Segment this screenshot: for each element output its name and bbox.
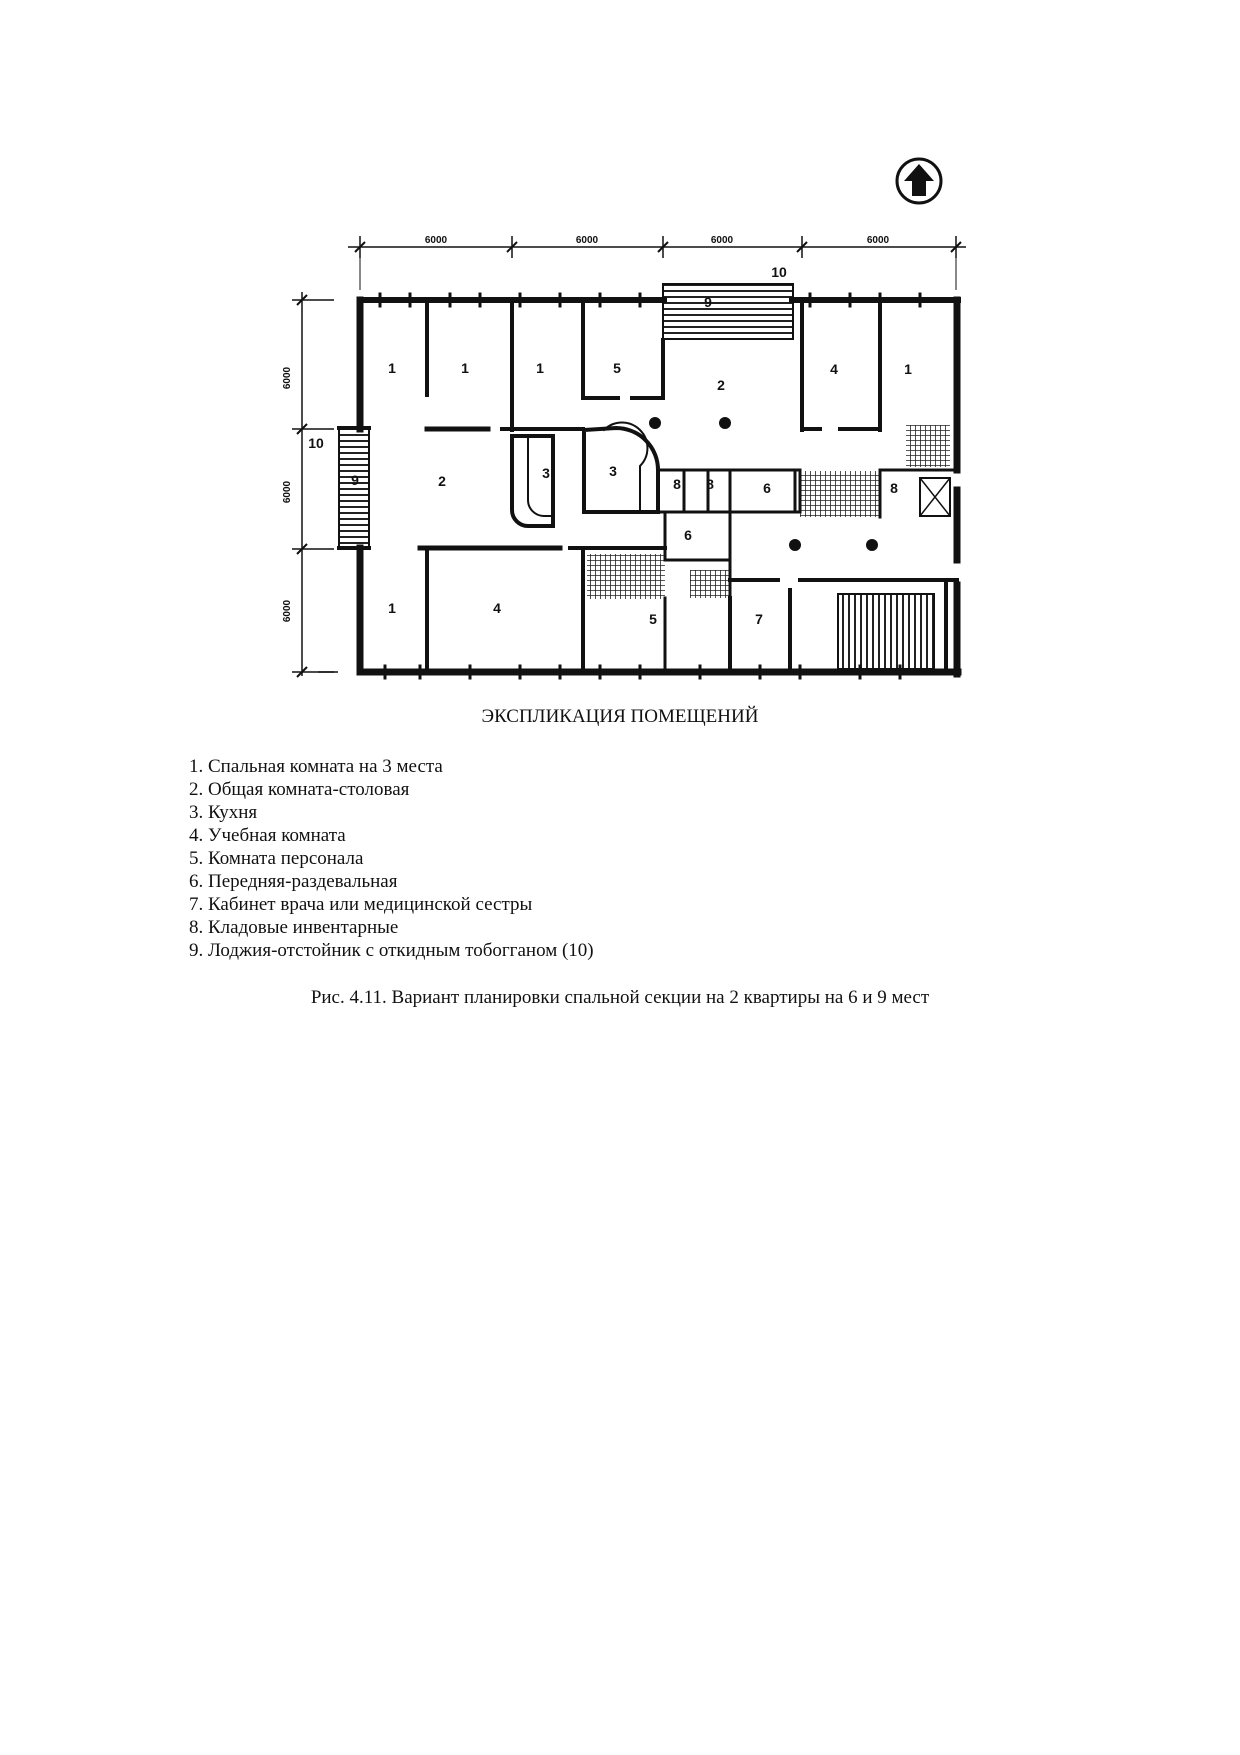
- floor-plan: [0, 0, 1240, 720]
- room-label: 2: [717, 377, 725, 393]
- room-label: 1: [388, 360, 396, 376]
- dimension-label: 6000: [710, 235, 734, 246]
- room-label: 8: [706, 476, 714, 492]
- room-label: 9: [351, 472, 359, 488]
- room-label: 5: [649, 611, 657, 627]
- dimension-chain-vertical: [282, 292, 338, 677]
- dimension-chain-horizontal: [348, 235, 966, 290]
- explication-heading: ЭКСПЛИКАЦИЯ ПОМЕЩЕНИЙ: [481, 706, 759, 727]
- room-label: 1: [388, 600, 396, 616]
- figure-caption: Рис. 4.11. Вариант планировки спальной секции на 2 квартиры на 6 и 9 мест: [310, 987, 930, 1008]
- room-label: 5: [613, 360, 621, 376]
- list-item: 7. Кабинет врача или медицинской сестры: [189, 894, 533, 915]
- dimension-label: 6000: [282, 480, 293, 504]
- dimension-label: 6000: [424, 235, 448, 246]
- list-item: 3. Кухня: [189, 802, 258, 823]
- room-label: 3: [542, 465, 550, 481]
- list-item: 6. Передняя-раздевальная: [189, 871, 398, 892]
- dimension-label: 6000: [282, 599, 293, 623]
- room-label: 1: [461, 360, 469, 376]
- room-label: 9: [704, 294, 712, 310]
- dimension-label: 6000: [575, 235, 599, 246]
- room-label: 6: [684, 527, 692, 543]
- dimension-label: 6000: [282, 366, 293, 390]
- list-item: 5. Комната персонала: [189, 848, 364, 869]
- north-arrow-icon: [897, 159, 941, 203]
- room-label: 1: [536, 360, 544, 376]
- room-label: 7: [755, 611, 763, 627]
- room-label: 4: [493, 600, 501, 616]
- room-label: 6: [763, 480, 771, 496]
- explication-list: [189, 755, 594, 962]
- room-label: 1: [904, 361, 912, 377]
- room-label: 10: [771, 264, 787, 280]
- room-label: 10: [308, 435, 324, 451]
- room-label: 4: [830, 361, 838, 377]
- room-label: 3: [609, 463, 617, 479]
- list-item: 2. Общая комната-столовая: [189, 779, 410, 800]
- list-item: 8. Кладовые инвентарные: [189, 917, 399, 938]
- list-item: 1. Спальная комната на 3 места: [189, 756, 443, 777]
- list-item: 4. Учебная комната: [189, 825, 346, 846]
- plan-fills: [339, 284, 950, 669]
- room-label: 2: [438, 473, 446, 489]
- room-label: 8: [890, 480, 898, 496]
- list-item: 9. Лоджия-отстойник с откидным тобогганом (10): [189, 940, 594, 961]
- room-label: 8: [673, 476, 681, 492]
- dimension-label: 6000: [866, 235, 890, 246]
